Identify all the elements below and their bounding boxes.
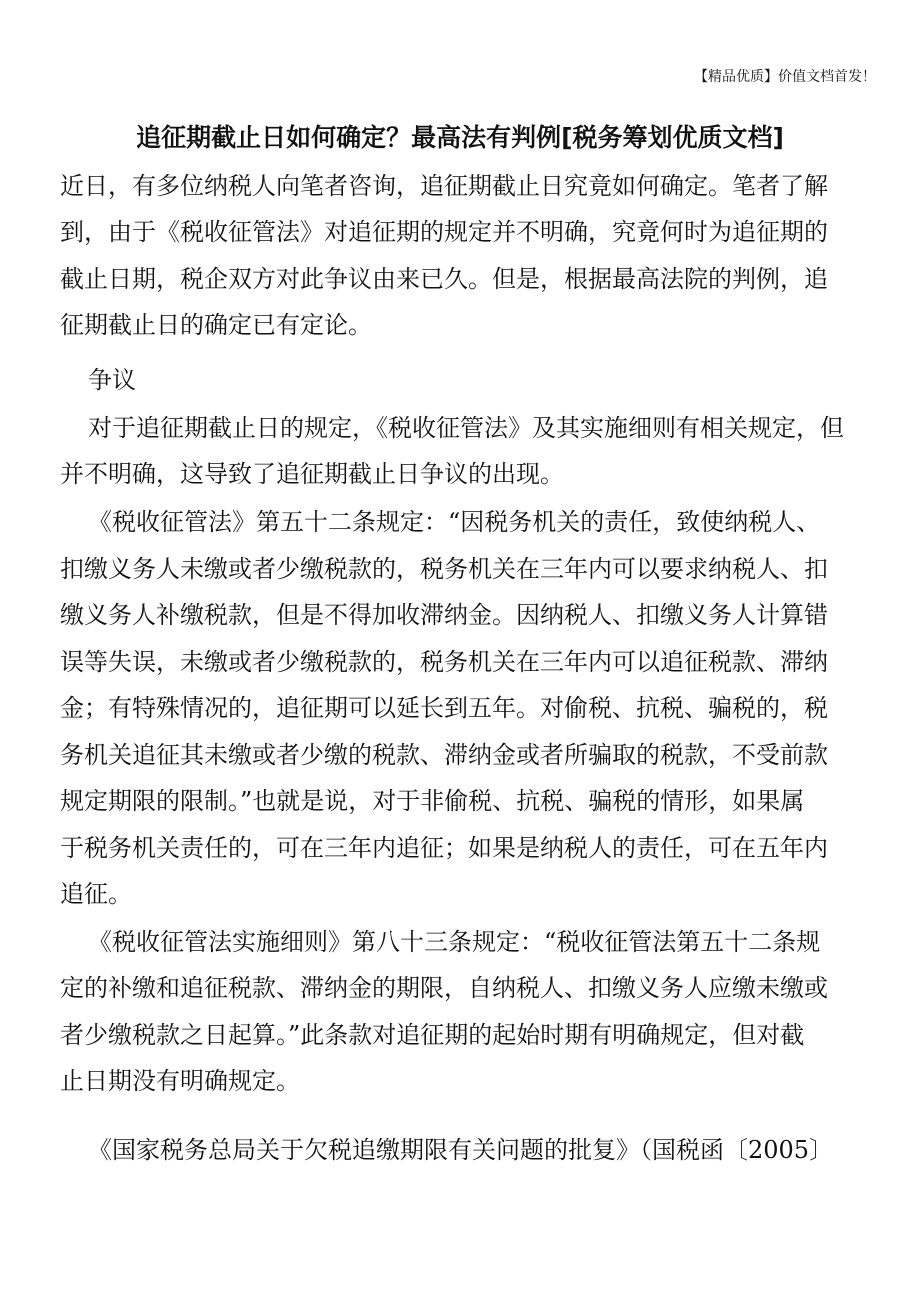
page-header-tagline: 【精品优质】价值文档首发！ — [694, 69, 876, 85]
paragraph-line: 于税务机关责任的，可在三年内追征；如果是纳税人的责任，可在五年内 — [60, 834, 828, 862]
paragraph-line: 并不明确，这导致了追征期截止日争议的出现。 — [60, 460, 564, 488]
paragraph-line: 追征。 — [60, 880, 132, 908]
paragraph-line: 《税收征管法》第五十二条规定：“因税务机关的责任，致使纳税人、 — [88, 508, 821, 536]
paragraph-line: 者少缴税款之日起算。”此条款对追征期的起始时期有明确规定，但对截 — [60, 1021, 805, 1049]
paragraph-line: 缴义务人补缴税款，但是不得加收滞纳金。因纳税人、扣缴义务人计算错 — [60, 601, 828, 629]
paragraph-line: 扣缴义务人未缴或者少缴税款的，税务机关在三年内可以要求纳税人、扣 — [60, 555, 828, 583]
paragraph-line: 务机关追征其未缴或者少缴的税款、滞纳金或者所骗取的税款，不受前款 — [60, 741, 828, 769]
paragraph-line: 到，由于《税收征管法》对追征期的规定并不明确，究竟何时为追征期的 — [60, 218, 828, 246]
paragraph-line: 规定期限的限制。”也就是说，对于非偷税、抗税、骗税的情形，如果属 — [60, 787, 805, 815]
paragraph-line: 近日，有多位纳税人向笔者咨询，追征期截止日究竟如何确定。笔者了解 — [60, 172, 828, 200]
paragraph-line: 征期截止日的确定已有定论。 — [60, 311, 372, 339]
section-heading: 争议 — [88, 366, 136, 394]
paragraph-line: 金；有特殊情况的，追征期可以延长到五年。对偷税、抗税、骗税的，税 — [60, 694, 828, 722]
paragraph-line: 《国家税务总局关于欠税追缴期限有关问题的批复》（国税函〔2005〕 — [88, 1136, 834, 1164]
paragraph-line: 对于追征期截止日的规定，《税收征管法》及其实施细则有相关规定，但 — [88, 414, 844, 442]
document-title: 追征期截止日如何确定？最高法有判例[税务筹划优质文档] — [136, 123, 784, 152]
paragraph-line: 误等失误，未缴或者少缴税款的，税务机关在三年内可以追征税款、滞纳 — [60, 648, 828, 676]
paragraph-line: 定的补缴和追征税款、滞纳金的期限，自纳税人、扣缴义务人应缴未缴或 — [60, 974, 828, 1002]
paragraph-line: 截止日期，税企双方对此争议由来已久。但是，根据最高法院的判例，追 — [60, 265, 828, 293]
paragraph-line: 《税收征管法实施细则》第八十三条规定：“税收征管法第五十二条规 — [88, 928, 821, 956]
paragraph-line: 止日期没有明确规定。 — [60, 1067, 300, 1095]
